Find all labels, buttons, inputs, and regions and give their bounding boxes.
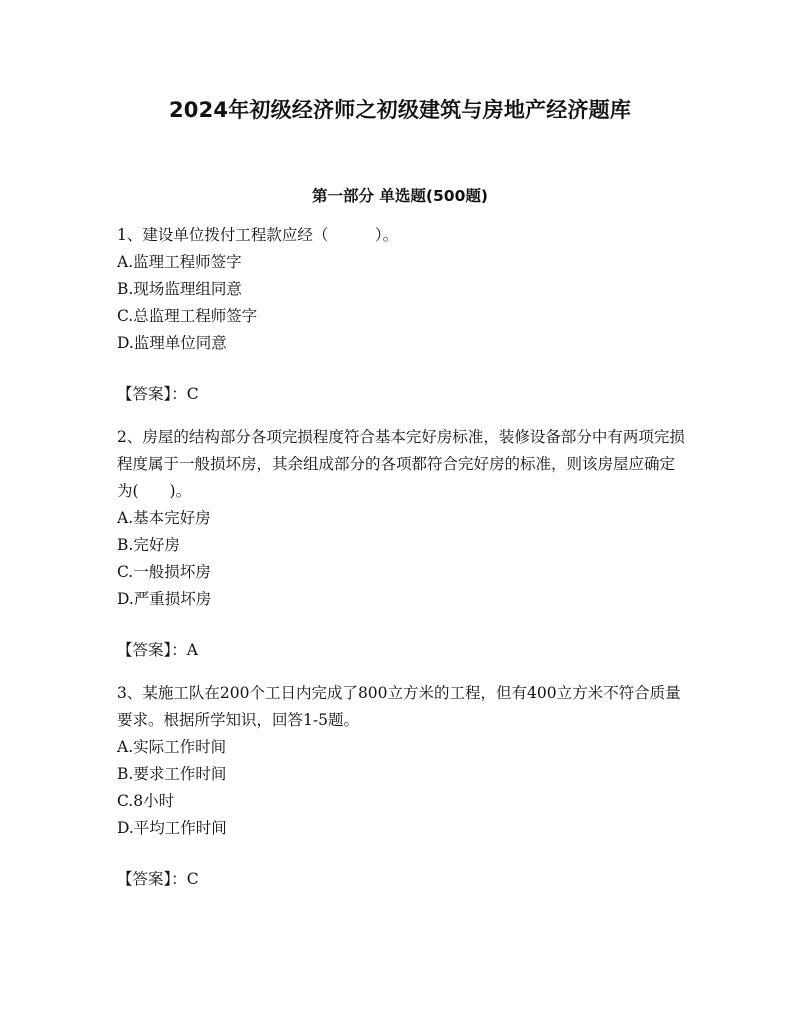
answer-line bbox=[117, 637, 687, 664]
answer-label: 【答案】： bbox=[117, 385, 187, 403]
answer-label: 【答案】： bbox=[117, 641, 187, 659]
section-heading: 第一部分 单选题(500题) bbox=[312, 187, 488, 205]
option-list bbox=[117, 249, 687, 357]
option-d: D.监理单位同意 bbox=[117, 334, 227, 352]
answer-value: C bbox=[186, 385, 199, 403]
option-c: C.总监理工程师签字 bbox=[117, 307, 258, 325]
option-d: D.严重损坏房 bbox=[117, 590, 212, 608]
option-d: D.平均工作时间 bbox=[117, 819, 227, 837]
question-list bbox=[117, 222, 687, 909]
document-title: 2024年初级经济师之初级建筑与房地产经济题库 bbox=[168, 98, 632, 122]
option-a: A.实际工作时间 bbox=[117, 738, 227, 756]
answer-line bbox=[117, 381, 687, 408]
option-list bbox=[117, 505, 687, 613]
option-b: B.现场监理组同意 bbox=[117, 280, 242, 298]
answer-label: 【答案】： bbox=[117, 870, 187, 888]
option-list bbox=[117, 734, 687, 842]
answer-line bbox=[117, 866, 687, 893]
option-c: C.8小时 bbox=[117, 792, 175, 810]
option-a: A.基本完好房 bbox=[117, 509, 211, 527]
option-b: B.要求工作时间 bbox=[117, 765, 227, 783]
question-text: 1、建设单位拨付工程款应经（ ）。 bbox=[117, 226, 399, 244]
option-b: B.完好房 bbox=[117, 536, 180, 554]
question-text: 2、房屋的结构部分各项完损程度符合基本完好房标准，装修设备部分中有两项完损程度属于一般损坏房，其余组成部分的各项都符合完好房的标准，则该房屋应确定为( )。 bbox=[117, 428, 685, 500]
question-1 bbox=[117, 222, 687, 408]
answer-value: A bbox=[186, 641, 198, 659]
question-2 bbox=[117, 424, 687, 664]
question-text: 3、某施工队在200个工日内完成了800立方米的工程，但有400立方米不符合质量要求。根据所学知识，回答1-5题。 bbox=[117, 684, 681, 729]
question-3 bbox=[117, 680, 687, 893]
option-c: C.一般损坏房 bbox=[117, 563, 211, 581]
answer-value: C bbox=[186, 870, 199, 888]
option-a: A.监理工程师签字 bbox=[117, 253, 242, 271]
